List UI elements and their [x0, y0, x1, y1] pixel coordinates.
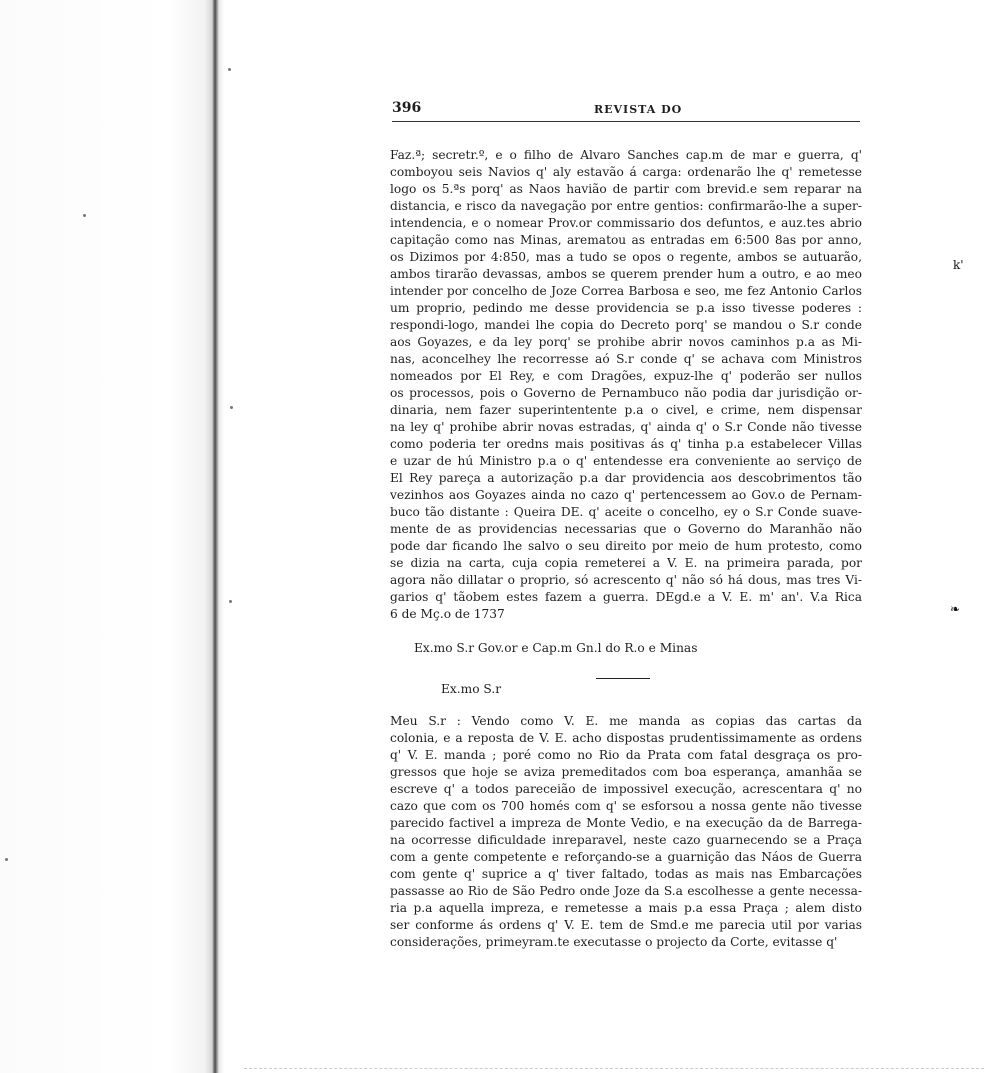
text-line: aos Goyazes, e da ley porq' se prohibe abrir novos caminhos p.a as Mi-	[390, 335, 862, 349]
text-line: nomeados por El Rey, e com Dragões, expuz-lhe q' poderão ser nullos	[390, 369, 862, 383]
running-head: REVISTA DO	[594, 103, 683, 116]
text-line: na ley q' prohibe abrir novas estradas, q' ainda q' o S.r Conde não tivesse	[390, 420, 862, 434]
text-line: El Rey pareça a autorização p.a dar providencia aos descobrimentos tão	[390, 471, 862, 485]
text-line: ser conforme ás ordens q' V. E. tem de Smd.e me parecia util por varias	[390, 918, 862, 932]
text-line: escreve q' a todos pareceião de impossivel execução, acrescentara q' no	[390, 782, 862, 796]
text-line: os processos, pois o Governo de Pernambuco não podia dar jurisdição or-	[390, 386, 862, 400]
text-line: colonia, e a reposta de V. E. acho dispostas prudentissimamente as ordens	[390, 731, 862, 745]
letter-one-body	[390, 147, 862, 623]
speck-mark	[228, 68, 231, 71]
text-line: buco tão distante : Queira DE. q' aceite o concelho, ey o S.r Conde suave-	[390, 505, 862, 519]
margin-mark: ❧	[950, 602, 961, 616]
margin-mark: k'	[953, 258, 964, 272]
text-line: Faz.ª; secretr.º, e o filho de Alvaro Sanches cap.m de mar e guerra, q'	[390, 148, 862, 162]
text-line: um proprio, pedindo me desse providencia se p.a isso tivesse poderes :	[390, 301, 862, 315]
text-line: com a gente competente e reforçando-se a guarnição das Náos de Guerra	[390, 850, 862, 864]
text-line: como poderia ter oredns mais positivas ás q' tinha p.a estabelecer Villas	[390, 437, 862, 451]
text-line: parecido factivel a impreza de Monte Vedio, e na execução da de Barrega-	[390, 816, 862, 830]
text-line: passasse ao Rio de São Pedro onde Joze da S.a escolhesse a gente necessa-	[390, 884, 862, 898]
letter-two-body	[390, 713, 862, 951]
speck-mark	[5, 858, 8, 861]
text-line: mente de as providencias necessarias que o Governo do Maranhão não	[390, 522, 862, 536]
text-line: intendencia, e o nomear Prov.or commissario dos defuntos, e auz.tes abrio	[390, 216, 862, 230]
text-line: capitação como nas Minas, arematou as entradas em 6:500 8as por anno,	[390, 233, 862, 247]
letter-one-addressee: Ex.mo S.r Gov.or e Cap.m Gn.l do R.o e Minas	[414, 641, 698, 655]
text-line: vezinhos aos Goyazes ainda no cazo q' pertencessem ao Gov.o de Pernam-	[390, 488, 862, 502]
text-line: comboyou seis Navios q' aly estavão á carga: ordenarão lhe q' remetesse	[390, 165, 862, 179]
text-line: e uzar de hú Ministro p.a o q' entendesse era conveniente ao serviço de	[390, 454, 862, 468]
text-line: cazo que com os 700 homés com q' se esforsou a nossa gente não tivesse	[390, 799, 862, 813]
text-line: ambos tirarão devassas, ambos se querem prender hum a outro, e ao meo	[390, 267, 862, 281]
speck-mark	[83, 214, 86, 217]
page-header	[392, 100, 860, 122]
book-spine-gutter	[0, 0, 244, 1073]
text-line: 6 de Mç.o de 1737	[390, 607, 505, 621]
text-line: respondi-logo, mandei lhe copia do Decreto porq' se mandou o S.r conde	[390, 318, 862, 332]
text-line: intender por concelho de Joze Correa Barbosa e seo, me fez Antonio Carlos	[390, 284, 862, 298]
text-line: logo os 5.ªs porq' as Naos havião de partir com brevid.e sem reparar na	[390, 182, 862, 196]
text-line: ria p.a aquella impreza, e remetesse a mais p.a essa Praça ; alem disto	[390, 901, 862, 915]
text-line: agora não dillatar o proprio, só acrescento q' não só há dous, mas tres Vi-	[390, 573, 862, 587]
text-line: nas, aconcelhey lhe recorresse aó S.r conde q' se achava com Ministros	[390, 352, 862, 366]
speck-mark	[230, 406, 233, 409]
text-line: com gente q' suprice a q' tiver faltado, todas as mais nas Embarcações	[390, 867, 862, 881]
page-bottom-edge	[244, 1068, 984, 1069]
text-line: dinaria, nem fazer superintentente p.a o civel, e crime, nem dispensar	[390, 403, 862, 417]
text-line: na ocorresse dificuldade inreparavel, neste cazo guarnecendo se a Praça	[390, 833, 862, 847]
header-rule	[392, 121, 860, 122]
page-number: 396	[392, 100, 422, 116]
text-line: garios q' tãobem estes fazem a guerra. DEgd.e a V. E. m' an'. V.a Rica	[390, 590, 862, 604]
text-line: considerações, primeyram.te executasse o projecto da Corte, evitasse q'	[390, 935, 838, 949]
letter-two-salutation: Ex.mo S.r	[441, 682, 502, 696]
text-line: q' V. E. manda ; poré como no Rio da Prata com fatal desgraça os pro-	[390, 748, 862, 762]
text-line: distancia, e risco da navegação por entre gentios: confirmarão-lhe a super-	[390, 199, 862, 213]
text-line: pode dar ficando lhe salvo o seu direito por meio de hum protesto, como	[390, 539, 862, 553]
text-line: Meu S.r : Vendo como V. E. me manda as copias das cartas da	[390, 714, 862, 728]
text-line: gressos que hoje se aviza premeditados com boa esperança, amanhãa se	[390, 765, 862, 779]
speck-mark	[229, 600, 232, 603]
section-separator	[596, 678, 650, 679]
text-line: se dizia na carta, cuja copia remeterei a V. E. na primeira parada, por	[390, 556, 862, 570]
text-line: os Dizimos por 4:850, mas a tudo se opos o regente, ambos se autuarão,	[390, 250, 862, 264]
